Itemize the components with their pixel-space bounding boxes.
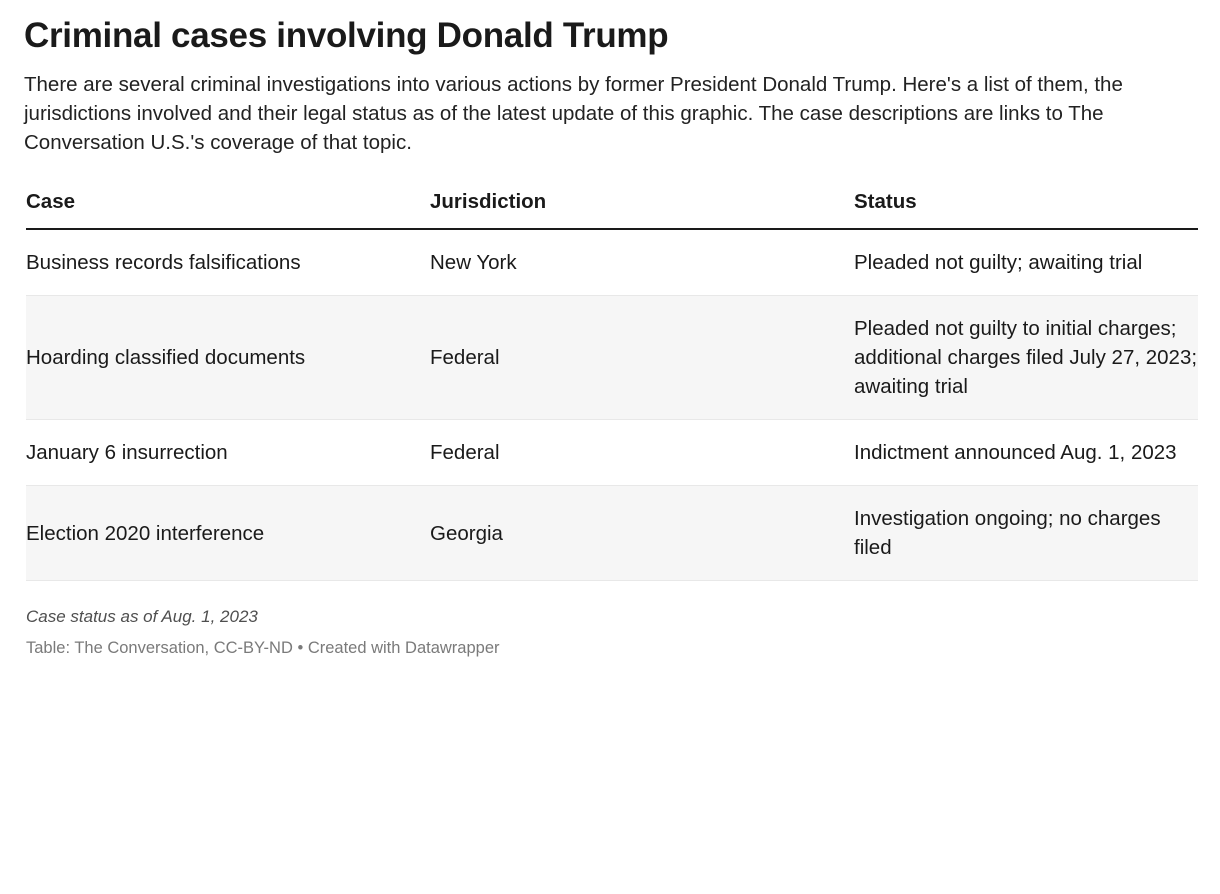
case-link[interactable]: Election 2020 interference [26, 521, 265, 545]
cell-case[interactable] [26, 295, 430, 419]
table-row [26, 420, 1198, 486]
intro-description: There are several criminal investigations into various actions by former President Donald Trump. Here's a list of them, the jurisdictions involved and their legal status as of the latest update of this graphic. The case descriptions are links to The Conversation U.S.'s coverage of that topic. [24, 73, 1123, 155]
column-header-jurisdiction: Jurisdiction [430, 189, 547, 213]
cell-case[interactable] [26, 420, 430, 486]
table-header-row [26, 190, 1198, 229]
cell-status: Pleaded not guilty; awaiting trial [854, 229, 1198, 296]
table-body [26, 229, 1198, 581]
cell-status: Indictment announced Aug. 1, 2023 [854, 420, 1198, 486]
cell-jurisdiction: Georgia [430, 486, 854, 581]
case-link[interactable]: January 6 insurrection [26, 441, 228, 465]
cell-status: Pleaded not guilty to initial charges; additional charges filed July 27, 2023; awaiting trial [854, 295, 1198, 419]
table-row [26, 229, 1198, 296]
table-row [26, 295, 1198, 419]
cell-case[interactable] [26, 486, 430, 581]
column-header-case: Case [26, 189, 76, 213]
cell-case[interactable] [26, 229, 430, 296]
cell-jurisdiction: Federal [430, 295, 854, 419]
cell-jurisdiction: New York [430, 229, 854, 296]
case-link[interactable]: Business records falsifications [26, 250, 301, 274]
cell-status: Investigation ongoing; no charges filed [854, 486, 1198, 581]
column-header-status: Status [854, 189, 917, 213]
case-link[interactable]: Hoarding classified documents [26, 345, 306, 369]
source-credit: Table: The Conversation, CC-BY-ND • Created with Datawrapper [26, 639, 500, 658]
page-title: Criminal cases involving Donald Trump [24, 16, 669, 55]
cases-table [26, 190, 1198, 582]
status-note: Case status as of Aug. 1, 2023 [26, 607, 258, 627]
table-header [26, 190, 1198, 229]
cell-jurisdiction: Federal [430, 420, 854, 486]
table-row [26, 486, 1198, 581]
